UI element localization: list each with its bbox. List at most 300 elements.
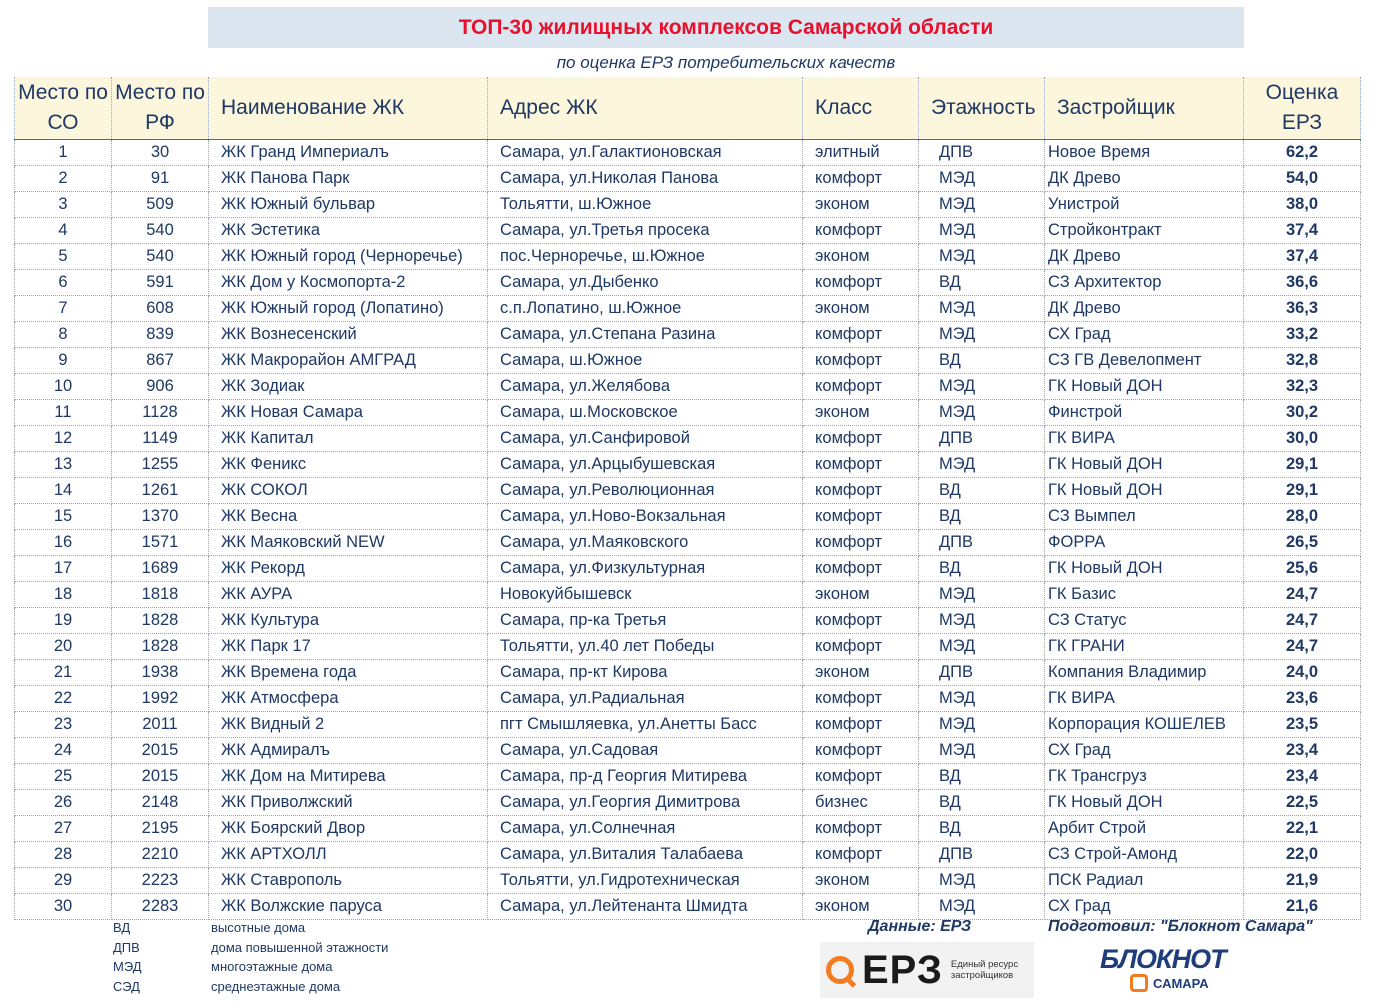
header-address: Адрес ЖК xyxy=(488,77,803,140)
cell-developer: ГК Новый ДОН xyxy=(1045,478,1244,504)
cell-place-so: 28 xyxy=(15,842,112,868)
cell-name: ЖК Южный бульвар xyxy=(209,192,488,218)
cell-developer: Компания Владимир xyxy=(1045,660,1244,686)
cell-developer: ГК ГРАНИ xyxy=(1045,634,1244,660)
cell-place-so: 16 xyxy=(15,530,112,556)
cell-developer: СЗ ГВ Девелопмент xyxy=(1045,348,1244,374)
cell-place-rf: 1571 xyxy=(112,530,209,556)
cell-place-rf: 1938 xyxy=(112,660,209,686)
cell-developer: Финстрой xyxy=(1045,400,1244,426)
cell-place-rf: 1261 xyxy=(112,478,209,504)
cell-class: комфорт xyxy=(803,322,919,348)
page-subtitle: по оценка ЕРЗ потребительских качеств xyxy=(556,53,896,72)
cell-class: комфорт xyxy=(803,764,919,790)
cell-score: 25,6 xyxy=(1244,556,1361,582)
table-row xyxy=(15,426,1361,452)
cell-address: Самара, ул.Виталия Талабаева xyxy=(488,842,803,868)
cell-floors: МЭД xyxy=(919,296,1045,322)
cell-name: ЖК Панова Парк xyxy=(209,166,488,192)
cell-class: эконом xyxy=(803,296,919,322)
cell-name: ЖК АРТХОЛЛ xyxy=(209,842,488,868)
cell-place-rf: 1128 xyxy=(112,400,209,426)
cell-address: Самара, ш.Московское xyxy=(488,400,803,426)
table-row xyxy=(15,400,1361,426)
cell-developer: Стройконтракт xyxy=(1045,218,1244,244)
header-place-rf: Место по РФ xyxy=(112,77,209,140)
cell-developer: ГК Новый ДОН xyxy=(1045,556,1244,582)
table-row xyxy=(15,504,1361,530)
cell-floors: ДПВ xyxy=(919,140,1045,166)
cell-place-rf: 608 xyxy=(112,296,209,322)
cell-floors: ВД xyxy=(919,764,1045,790)
cell-score: 36,3 xyxy=(1244,296,1361,322)
table-row xyxy=(15,270,1361,296)
legend-item xyxy=(113,957,388,977)
legend-text: дома повышенной этажности xyxy=(211,939,389,955)
cell-name: ЖК Южный город (Черноречье) xyxy=(209,244,488,270)
cell-floors: МЭД xyxy=(919,322,1045,348)
cell-developer: ГК ВИРА xyxy=(1045,426,1244,452)
cell-developer: Арбит Строй xyxy=(1045,816,1244,842)
cell-name: ЖК Зодиак xyxy=(209,374,488,400)
cell-place-rf: 1828 xyxy=(112,634,209,660)
cell-developer: СХ Град xyxy=(1045,322,1244,348)
cell-address: Самара, ул.Галактионовская xyxy=(488,140,803,166)
cell-place-so: 25 xyxy=(15,764,112,790)
cell-score: 29,1 xyxy=(1244,452,1361,478)
cell-floors: МЭД xyxy=(919,894,1045,920)
cell-class: комфорт xyxy=(803,816,919,842)
cell-score: 37,4 xyxy=(1244,218,1361,244)
cell-floors: МЭД xyxy=(919,608,1045,634)
cell-class: комфорт xyxy=(803,712,919,738)
cell-place-rf: 1818 xyxy=(112,582,209,608)
cell-developer: ДК Древо xyxy=(1045,296,1244,322)
cell-place-rf: 540 xyxy=(112,244,209,270)
cell-place-rf: 509 xyxy=(112,192,209,218)
cell-place-so: 4 xyxy=(15,218,112,244)
cell-score: 23,5 xyxy=(1244,712,1361,738)
cell-floors: ВД xyxy=(919,816,1045,842)
table-row xyxy=(15,868,1361,894)
cell-address: Самара, ул.Санфировой xyxy=(488,426,803,452)
cell-name: ЖК Феникс xyxy=(209,452,488,478)
table-row xyxy=(15,218,1361,244)
table-row xyxy=(15,478,1361,504)
cell-place-rf: 2148 xyxy=(112,790,209,816)
cell-developer: СХ Град xyxy=(1045,894,1244,920)
header-floors: Этажность xyxy=(919,77,1045,140)
header-developer: Застройщик xyxy=(1045,77,1244,140)
cell-floors: МЭД xyxy=(919,582,1045,608)
table-row xyxy=(15,452,1361,478)
cell-score: 24,0 xyxy=(1244,660,1361,686)
cell-address: Самара, ул.Радиальная xyxy=(488,686,803,712)
cell-place-rf: 1828 xyxy=(112,608,209,634)
bloknot-logo-name: БЛОКНОТ xyxy=(1100,944,1226,974)
cell-place-rf: 2210 xyxy=(112,842,209,868)
cell-floors: ВД xyxy=(919,504,1045,530)
erz-q-icon xyxy=(826,956,854,984)
cell-floors: ВД xyxy=(919,790,1045,816)
cell-place-so: 1 xyxy=(15,140,112,166)
cell-score: 38,0 xyxy=(1244,192,1361,218)
cell-name: ЖК Видный 2 xyxy=(209,712,488,738)
cell-floors: ДПВ xyxy=(919,660,1045,686)
cell-developer: СЗ Строй-Амонд xyxy=(1045,842,1244,868)
cell-floors: ВД xyxy=(919,478,1045,504)
table-row xyxy=(15,764,1361,790)
cell-address: Самара, ул.Садовая xyxy=(488,738,803,764)
cell-score: 23,4 xyxy=(1244,764,1361,790)
cell-class: комфорт xyxy=(803,218,919,244)
cell-name: ЖК Дом у Космопорта-2 xyxy=(209,270,488,296)
cell-place-so: 8 xyxy=(15,322,112,348)
cell-floors: МЭД xyxy=(919,400,1045,426)
cell-name: ЖК Макрорайон АМГРАД xyxy=(209,348,488,374)
cell-place-rf: 2015 xyxy=(112,764,209,790)
cell-place-rf: 2015 xyxy=(112,738,209,764)
cell-score: 21,6 xyxy=(1244,894,1361,920)
cell-place-rf: 1255 xyxy=(112,452,209,478)
table-row xyxy=(15,530,1361,556)
cell-class: комфорт xyxy=(803,348,919,374)
table-row xyxy=(15,686,1361,712)
cell-address: Самара, ул.Революционная xyxy=(488,478,803,504)
arrow-icon xyxy=(1130,974,1148,992)
table-row xyxy=(15,348,1361,374)
cell-floors: ВД xyxy=(919,348,1045,374)
cell-class: эконом xyxy=(803,192,919,218)
cell-score: 21,9 xyxy=(1244,868,1361,894)
cell-developer: ФОРРА xyxy=(1045,530,1244,556)
cell-developer: СЗ Статус xyxy=(1045,608,1244,634)
cell-score: 23,6 xyxy=(1244,686,1361,712)
cell-place-so: 23 xyxy=(15,712,112,738)
cell-place-so: 14 xyxy=(15,478,112,504)
bloknot-logo-sub xyxy=(1130,974,1209,992)
cell-name: ЖК Приволжский xyxy=(209,790,488,816)
cell-class: эконом xyxy=(803,894,919,920)
cell-place-rf: 2195 xyxy=(112,816,209,842)
erz-logo-tagline: Единый ресурс застройщиков xyxy=(950,959,1019,981)
legend xyxy=(113,918,388,996)
cell-floors: МЭД xyxy=(919,452,1045,478)
legend-text: среднеэтажные дома xyxy=(211,978,341,994)
cell-class: комфорт xyxy=(803,530,919,556)
cell-name: ЖК Вознесенский xyxy=(209,322,488,348)
cell-address: пос.Черноречье, ш.Южное xyxy=(488,244,803,270)
cell-name: ЖК Новая Самара xyxy=(209,400,488,426)
table-row xyxy=(15,738,1361,764)
cell-name: ЖК Адмиралъ xyxy=(209,738,488,764)
header-place-so: Место по СО xyxy=(15,77,112,140)
cell-name: ЖК СОКОЛ xyxy=(209,478,488,504)
cell-place-so: 13 xyxy=(15,452,112,478)
cell-name: ЖК АУРА xyxy=(209,582,488,608)
table-row xyxy=(15,608,1361,634)
cell-place-so: 7 xyxy=(15,296,112,322)
cell-address: Тольятти, ш.Южное xyxy=(488,192,803,218)
cell-place-so: 19 xyxy=(15,608,112,634)
table-row xyxy=(15,816,1361,842)
cell-score: 29,1 xyxy=(1244,478,1361,504)
cell-developer: ДК Древо xyxy=(1045,166,1244,192)
cell-name: ЖК Гранд Империалъ xyxy=(209,140,488,166)
erz-logo-name: ЕРЗ xyxy=(862,947,943,992)
cell-address: Самара, ул.Дыбенко xyxy=(488,270,803,296)
legend-abbr: ВД xyxy=(113,920,131,936)
table-row xyxy=(15,556,1361,582)
cell-floors: МЭД xyxy=(919,686,1045,712)
cell-class: комфорт xyxy=(803,608,919,634)
cell-floors: ВД xyxy=(919,556,1045,582)
header-score: Оценка ЕРЗ xyxy=(1244,77,1361,140)
cell-score: 22,1 xyxy=(1244,816,1361,842)
legend-text: высотные дома xyxy=(211,920,306,936)
cell-place-so: 10 xyxy=(15,374,112,400)
cell-address: Самара, ул.Маяковского xyxy=(488,530,803,556)
cell-floors: МЭД xyxy=(919,374,1045,400)
cell-name: ЖК Времена года xyxy=(209,660,488,686)
cell-name: ЖК Волжские паруса xyxy=(209,894,488,920)
cell-address: пгт Смышляевка, ул.Анетты Басс xyxy=(488,712,803,738)
cell-score: 32,3 xyxy=(1244,374,1361,400)
cell-floors: МЭД xyxy=(919,192,1045,218)
cell-place-rf: 1149 xyxy=(112,426,209,452)
cell-place-so: 27 xyxy=(15,816,112,842)
cell-place-so: 21 xyxy=(15,660,112,686)
cell-address: Самара, ул.Георгия Димитрова xyxy=(488,790,803,816)
cell-developer: Новое Время xyxy=(1045,140,1244,166)
cell-place-so: 5 xyxy=(15,244,112,270)
cell-place-rf: 2223 xyxy=(112,868,209,894)
table-row xyxy=(15,660,1361,686)
cell-name: ЖК Культура xyxy=(209,608,488,634)
cell-score: 30,2 xyxy=(1244,400,1361,426)
cell-address: Самара, ш.Южное xyxy=(488,348,803,374)
cell-developer: Корпорация КОШЕЛЕВ xyxy=(1045,712,1244,738)
cell-developer: СХ Град xyxy=(1045,738,1244,764)
cell-class: комфорт xyxy=(803,478,919,504)
cell-address: Самара, ул.Желябова xyxy=(488,374,803,400)
cell-place-rf: 591 xyxy=(112,270,209,296)
table-row xyxy=(15,374,1361,400)
table-row xyxy=(15,166,1361,192)
cell-class: комфорт xyxy=(803,270,919,296)
legend-item xyxy=(113,977,388,997)
cell-place-so: 30 xyxy=(15,894,112,920)
cell-class: комфорт xyxy=(803,842,919,868)
table-row xyxy=(15,244,1361,270)
cell-floors: МЭД xyxy=(919,166,1045,192)
cell-developer: СЗ Вымпел xyxy=(1045,504,1244,530)
cell-class: эконом xyxy=(803,582,919,608)
cell-address: Самара, пр-ка Третья xyxy=(488,608,803,634)
table-row xyxy=(15,296,1361,322)
cell-address: Самара, ул.Физкультурная xyxy=(488,556,803,582)
cell-developer: ПСК Радиал xyxy=(1045,868,1244,894)
legend-abbr: СЭД xyxy=(113,978,140,994)
cell-place-so: 2 xyxy=(15,166,112,192)
cell-class: комфорт xyxy=(803,374,919,400)
cell-score: 32,8 xyxy=(1244,348,1361,374)
cell-place-so: 18 xyxy=(15,582,112,608)
legend-abbr: ДПВ xyxy=(113,939,140,955)
cell-place-so: 24 xyxy=(15,738,112,764)
cell-name: ЖК Эстетика xyxy=(209,218,488,244)
cell-place-so: 15 xyxy=(15,504,112,530)
cell-name: ЖК Боярский Двор xyxy=(209,816,488,842)
cell-place-so: 26 xyxy=(15,790,112,816)
cell-class: комфорт xyxy=(803,686,919,712)
cell-class: комфорт xyxy=(803,634,919,660)
header-class: Класс xyxy=(803,77,919,140)
cell-class: эконом xyxy=(803,244,919,270)
cell-place-rf: 2283 xyxy=(112,894,209,920)
cell-name: ЖК Весна xyxy=(209,504,488,530)
cell-developer: Унистрой xyxy=(1045,192,1244,218)
cell-name: ЖК Атмосфера xyxy=(209,686,488,712)
cell-place-so: 11 xyxy=(15,400,112,426)
cell-address: Тольятти, ул.Гидротехническая xyxy=(488,868,803,894)
cell-class: комфорт xyxy=(803,426,919,452)
cell-developer: ГК Базис xyxy=(1045,582,1244,608)
cell-name: ЖК Ставрополь xyxy=(209,868,488,894)
erz-logo xyxy=(820,942,1034,998)
cell-developer: СЗ Архитектор xyxy=(1045,270,1244,296)
cell-score: 54,0 xyxy=(1244,166,1361,192)
source-prepared: Подготовил: "Блокнот Самара" xyxy=(1048,918,1313,935)
cell-place-rf: 1992 xyxy=(112,686,209,712)
legend-item xyxy=(113,938,388,958)
cell-class: комфорт xyxy=(803,504,919,530)
bloknot-logo-city: САМАРА xyxy=(1153,975,1209,991)
legend-abbr: МЭД xyxy=(113,959,142,975)
header-name: Наименование ЖК xyxy=(209,77,488,140)
cell-address: Самара, ул.Арцыбушевская xyxy=(488,452,803,478)
title-banner xyxy=(208,7,1244,48)
cell-score: 24,7 xyxy=(1244,582,1361,608)
cell-name: ЖК Маяковский NEW xyxy=(209,530,488,556)
cell-place-so: 20 xyxy=(15,634,112,660)
cell-place-rf: 906 xyxy=(112,374,209,400)
page-title: ТОП-30 жилищных комплексов Самарской области xyxy=(458,15,994,39)
cell-floors: ВД xyxy=(919,270,1045,296)
cell-score: 24,7 xyxy=(1244,608,1361,634)
table-row xyxy=(15,790,1361,816)
cell-score: 22,5 xyxy=(1244,790,1361,816)
cell-place-so: 12 xyxy=(15,426,112,452)
cell-place-so: 17 xyxy=(15,556,112,582)
table-row xyxy=(15,712,1361,738)
table-row xyxy=(15,634,1361,660)
cell-place-rf: 2011 xyxy=(112,712,209,738)
cell-address: Самара, пр-д Георгия Митирева xyxy=(488,764,803,790)
cell-place-so: 6 xyxy=(15,270,112,296)
cell-developer: ГК Новый ДОН xyxy=(1045,452,1244,478)
cell-place-rf: 540 xyxy=(112,218,209,244)
table-row xyxy=(15,322,1361,348)
table-row xyxy=(15,582,1361,608)
table-row xyxy=(15,192,1361,218)
cell-developer: ДК Древо xyxy=(1045,244,1244,270)
table-row xyxy=(15,894,1361,920)
cell-class: эконом xyxy=(803,400,919,426)
cell-name: ЖК Капитал xyxy=(209,426,488,452)
table-header-row xyxy=(15,77,1361,140)
cell-address: Самара, ул.Николая Панова xyxy=(488,166,803,192)
table-row xyxy=(15,842,1361,868)
cell-place-rf: 1689 xyxy=(112,556,209,582)
cell-score: 30,0 xyxy=(1244,426,1361,452)
cell-score: 36,6 xyxy=(1244,270,1361,296)
cell-class: элитный xyxy=(803,140,919,166)
source-data: Данные: ЕРЗ xyxy=(868,918,972,935)
cell-floors: МЭД xyxy=(919,634,1045,660)
table-body xyxy=(15,140,1361,920)
cell-name: ЖК Дом на Митирева xyxy=(209,764,488,790)
cell-developer: ГК ВИРА xyxy=(1045,686,1244,712)
cell-name: ЖК Южный город (Лопатино) xyxy=(209,296,488,322)
cell-developer: ГК Новый ДОН xyxy=(1045,790,1244,816)
cell-address: Самара, ул.Третья просека xyxy=(488,218,803,244)
legend-text: многоэтажные дома xyxy=(211,959,333,975)
legend-item xyxy=(113,918,388,938)
cell-address: Самара, ул.Ново-Вокзальная xyxy=(488,504,803,530)
cell-class: эконом xyxy=(803,868,919,894)
cell-score: 33,2 xyxy=(1244,322,1361,348)
cell-address: Самара, ул.Солнечная xyxy=(488,816,803,842)
bloknot-logo xyxy=(1100,944,1242,996)
cell-score: 62,2 xyxy=(1244,140,1361,166)
cell-score: 26,5 xyxy=(1244,530,1361,556)
cell-floors: МЭД xyxy=(919,712,1045,738)
cell-floors: ДПВ xyxy=(919,842,1045,868)
cell-floors: МЭД xyxy=(919,244,1045,270)
cell-class: эконом xyxy=(803,660,919,686)
cell-floors: ДПВ xyxy=(919,426,1045,452)
cell-address: Тольятти, ул.40 лет Победы xyxy=(488,634,803,660)
cell-score: 28,0 xyxy=(1244,504,1361,530)
cell-address: с.п.Лопатино, ш.Южное xyxy=(488,296,803,322)
cell-place-rf: 30 xyxy=(112,140,209,166)
cell-address: Самара, пр-кт Кирова xyxy=(488,660,803,686)
cell-floors: МЭД xyxy=(919,738,1045,764)
cell-place-so: 29 xyxy=(15,868,112,894)
cell-score: 22,0 xyxy=(1244,842,1361,868)
cell-place-rf: 1370 xyxy=(112,504,209,530)
cell-address: Самара, ул.Лейтенанта Шмидта xyxy=(488,894,803,920)
ranking-table xyxy=(14,77,1361,920)
cell-place-so: 22 xyxy=(15,686,112,712)
cell-place-so: 9 xyxy=(15,348,112,374)
cell-name: ЖК Рекорд xyxy=(209,556,488,582)
cell-address: Новокуйбышевск xyxy=(488,582,803,608)
cell-developer: ГК Новый ДОН xyxy=(1045,374,1244,400)
cell-developer: ГК Трансгруз xyxy=(1045,764,1244,790)
cell-class: комфорт xyxy=(803,738,919,764)
cell-score: 23,4 xyxy=(1244,738,1361,764)
cell-place-rf: 867 xyxy=(112,348,209,374)
cell-score: 37,4 xyxy=(1244,244,1361,270)
cell-name: ЖК Парк 17 xyxy=(209,634,488,660)
cell-place-so: 3 xyxy=(15,192,112,218)
cell-floors: МЭД xyxy=(919,868,1045,894)
table-row xyxy=(15,140,1361,166)
cell-place-rf: 839 xyxy=(112,322,209,348)
cell-class: комфорт xyxy=(803,452,919,478)
